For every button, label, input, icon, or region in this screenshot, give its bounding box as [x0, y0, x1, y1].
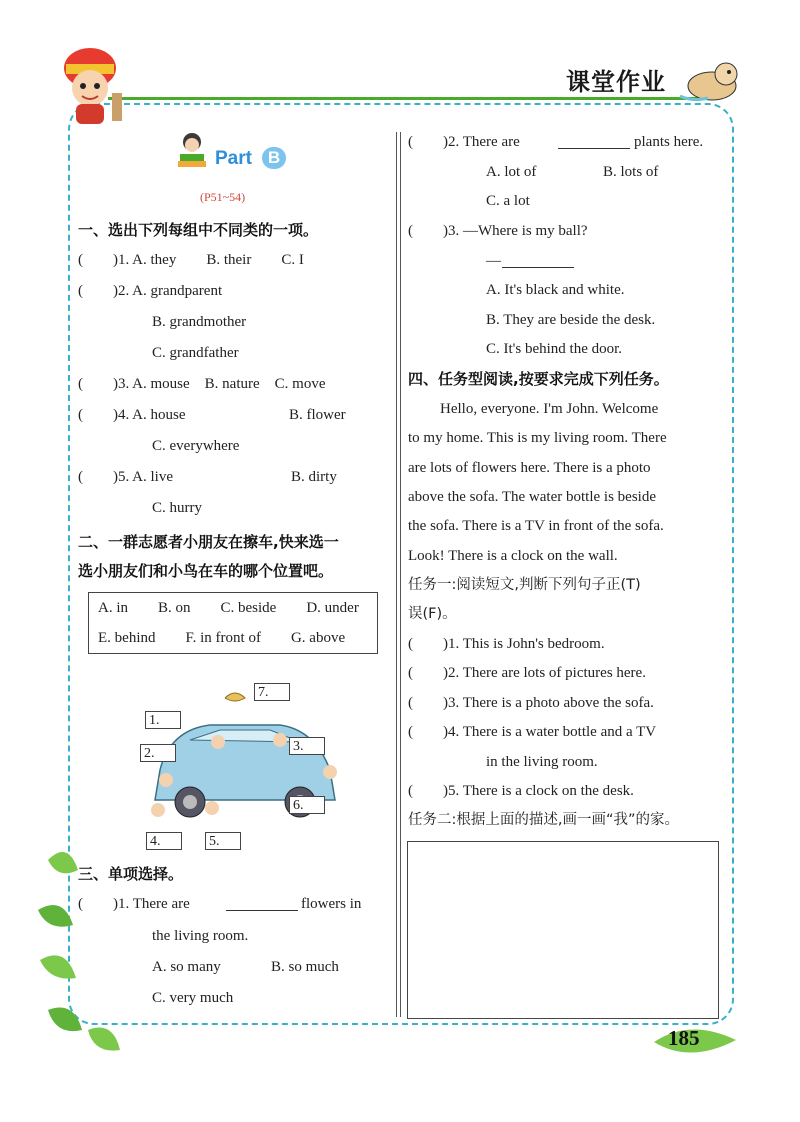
header-title: 课堂作业 — [566, 68, 666, 96]
column-divider — [396, 132, 397, 1017]
s1-q4-b: B. flower — [289, 407, 346, 423]
page-range: (P51~54) — [200, 190, 246, 204]
label-box-5: 5. — [205, 832, 241, 850]
section3-title: 三、单项选择。 — [78, 865, 184, 883]
task1-item-2: ( )2. There are lots of pictures here. — [408, 665, 646, 681]
passage-line-2: to my home. This is my living room. There — [408, 430, 667, 446]
label-box-7: 7. — [254, 683, 290, 701]
passage-line-6: Look! There is a clock on the wall. — [408, 548, 618, 564]
s3-q3-opt-a: A. It's black and white. — [486, 282, 625, 298]
options-row2: E. behind F. in front of G. above — [98, 630, 346, 646]
s3-q1-opt-b: B. so much — [271, 959, 339, 975]
s3-q2-opt-a: A. lot of — [486, 164, 537, 180]
task1-item-3: ( )3. There is a photo above the sofa. — [408, 695, 654, 711]
s3-q1-blank — [226, 896, 298, 911]
leaves-decoration-icon — [28, 840, 148, 1070]
task1-line1: 任务一:阅读短文,判断下列句子正(T) — [408, 577, 641, 593]
options-row1: A. in B. on C. beside D. under — [98, 600, 359, 616]
s1-q5-c: C. hurry — [152, 500, 202, 516]
s3-q1-a: ( )1. There are — [78, 896, 190, 912]
s1-q2-c: C. grandfather — [152, 345, 239, 361]
task1-item-4-cont: in the living room. — [486, 754, 598, 770]
drawing-box[interactable] — [407, 841, 719, 1019]
page-number: 185 — [668, 1026, 700, 1050]
label-box-3: 3. — [289, 737, 325, 755]
label-box-2: 2. — [140, 744, 176, 762]
s3-q2-a: ( )2. There are — [408, 134, 520, 150]
reading-kid-icon — [172, 130, 212, 170]
column-divider-2 — [400, 132, 401, 1017]
s3-q3-dash: — — [486, 253, 501, 269]
section4-title: 四、任务型阅读,按要求完成下列任务。 — [408, 370, 669, 388]
s1-q4-c: C. everywhere — [152, 438, 240, 454]
task1-item-5: ( )5. There is a clock on the desk. — [408, 783, 634, 799]
label-box-1: 1. — [145, 711, 181, 729]
label-box-4: 4. — [146, 832, 182, 850]
part-label: Part — [215, 148, 252, 169]
header-rule — [108, 97, 708, 100]
s3-q2-opt-b: B. lots of — [603, 164, 659, 180]
s1-q2-b: B. grandmother — [152, 314, 247, 330]
s1-q4: ( )4. A. house — [78, 407, 186, 423]
label-box-6: 6. — [289, 796, 325, 814]
s3-q1-opt-c: C. very much — [152, 990, 234, 1006]
mascot-boy-icon — [50, 38, 130, 128]
cat-mascot-icon — [672, 52, 742, 107]
s3-q1-opt-a: A. so many — [152, 959, 221, 975]
s3-q3-opt-b: B. They are beside the desk. — [486, 312, 656, 328]
s1-q5-b: B. dirty — [291, 469, 337, 485]
s3-q1-c: the living room. — [152, 928, 249, 944]
task1-item-4: ( )4. There is a water bottle and a TV — [408, 724, 657, 740]
s3-q3-blank — [502, 253, 574, 268]
s1-q1: ( )1. A. they B. their C. I — [78, 252, 304, 268]
s1-q5: ( )5. A. live — [78, 469, 173, 485]
s3-q2-blank — [558, 134, 630, 149]
passage-line-5: the sofa. There is a TV in front of the sofa. — [408, 518, 664, 534]
section2-title-line1: 二、一群志愿者小朋友在擦车,快来选一 — [78, 533, 339, 551]
s1-q3: ( )3. A. mouse B. nature C. move — [78, 376, 326, 392]
s3-q2-opt-c: C. a lot — [486, 193, 530, 209]
s3-q2-b: plants here. — [634, 134, 704, 150]
task1-item-1: ( )1. This is John's bedroom. — [408, 636, 605, 652]
s3-q3-opt-c: C. It's behind the door. — [486, 341, 623, 357]
car-wash-illustration — [130, 680, 350, 855]
passage-line-4: above the sofa. The water bottle is beside — [408, 489, 656, 505]
s3-q1-b: flowers in — [301, 896, 362, 912]
task2-instruction: 任务二:根据上面的描述,画一画“我”的家。 — [408, 812, 680, 828]
s1-q2: ( )2. A. grandparent — [78, 283, 223, 299]
s3-q3: ( )3. —Where is my ball? — [408, 223, 588, 239]
section1-title: 一、选出下列每组中不同类的一项。 — [78, 221, 319, 239]
passage-line-3: are lots of flowers here. There is a photo — [408, 460, 651, 476]
section2-title-line2: 选小朋友们和小鸟在车的哪个位置吧。 — [78, 562, 334, 580]
passage-line-1: Hello, everyone. I'm John. Welcome — [440, 401, 659, 417]
task1-line2: 误(F)。 — [408, 606, 457, 622]
part-letter-badge: B — [262, 147, 286, 169]
